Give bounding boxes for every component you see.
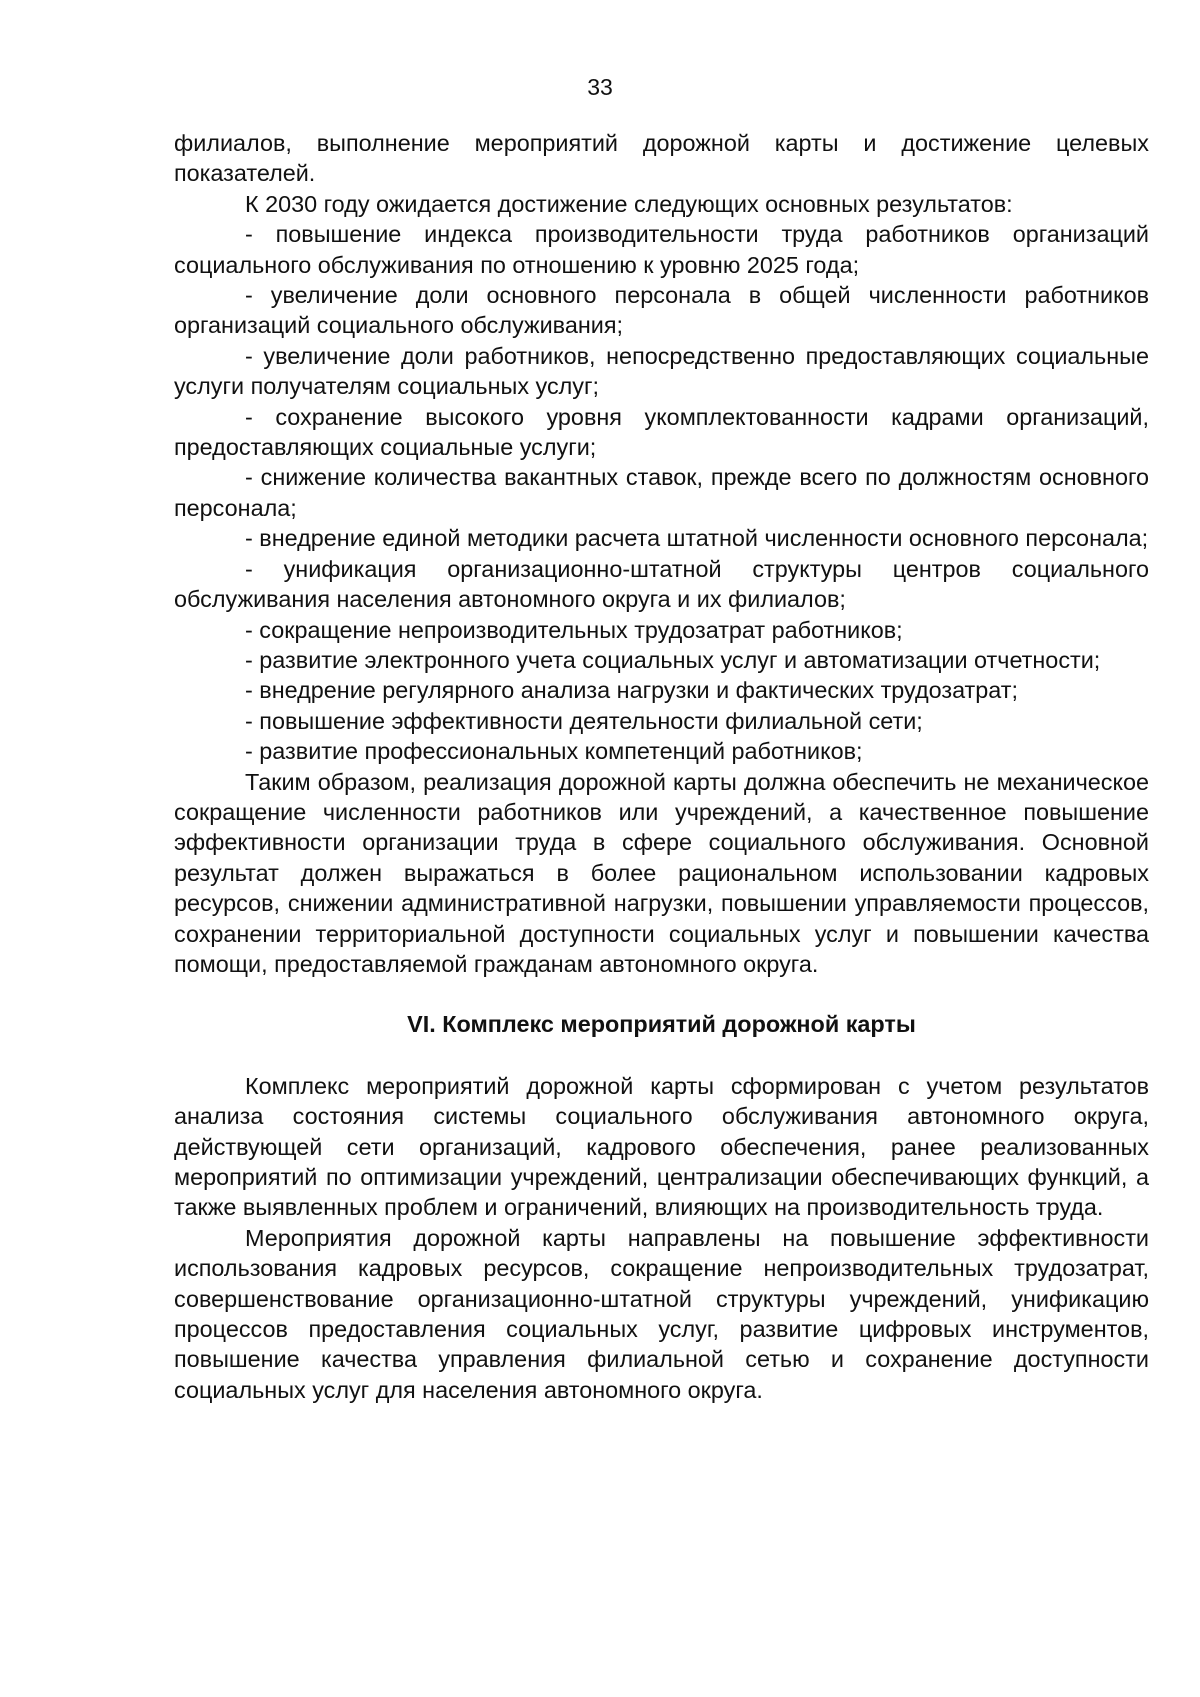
list-item: - повышение эффективности деятельности филиальной сети; (245, 707, 923, 734)
list-item: - внедрение единой методики расчета штатной численности основного персонала; (245, 525, 1149, 552)
page-number: 33 (587, 74, 613, 100)
spacer (174, 1040, 1149, 1071)
list-item: - развитие профессиональных компетенций работников; (245, 738, 863, 765)
list-item: - внедрение регулярного анализа нагрузки и фактических трудозатрат; (245, 677, 1018, 704)
paragraph-continuation: филиалов, выполнение мероприятий дорожной карты и достижение целевых показателей. (174, 130, 1149, 187)
list-item: - увеличение доли работников, непосредственно предоставляющих социальные услуги получателям социальных услуг; (174, 342, 1149, 400)
paragraph: Комплекс мероприятий дорожной карты сформирован с учетом результатов анализа состояния системы социального обслуживания автономного округа, действующей сети организаций, кадрового обеспечения, ранее реализованных мероприятий по оптимизации учреждений, централизации обеспечивающих функций, а также выявленных проблем и ограничений, влияющих на производительность труда. (174, 1072, 1149, 1221)
list-item: - развитие электронного учета социальных услуг и автоматизации отчетности; (245, 646, 1101, 673)
section-heading: VI. Комплекс мероприятий дорожной карты (407, 1011, 916, 1038)
spacer (174, 979, 1149, 1009)
paragraph-conclusion: Таким образом, реализация дорожной карты должна обеспечить не механическое сокращение численности работников или учреждений, а качественное повышение эффективности организации труда в сфере социального обслуживания. Основной результат должен выражаться в более рациональном использовании кадровых ресурсов, снижении административной нагрузки, повышении управляемости процессов, сохранении территориальной доступности социальных услуг и повышении качества помощи, предоставляемой гражданам автономного округа. (174, 768, 1149, 977)
paragraph-results-intro: К 2030 году ожидается достижение следующих основных результатов: (245, 190, 1013, 217)
list-item: - увеличение доли основного персонала в общей численности работников организаций социального обслуживания; (174, 282, 1149, 339)
list-item: - повышение индекса производительности труда работников организаций социального обслуживания по отношению к уровню 2025 года; (174, 221, 1149, 278)
list-item: - снижение количества вакантных ставок, прежде всего по должностям основного персонала; (174, 464, 1149, 521)
list-item: - унификация организационно-штатной структуры центров социального обслуживания населения автономного округа и их филиалов; (174, 555, 1149, 613)
list-item: - сокращение непроизводительных трудозатрат работников; (245, 616, 903, 643)
page-body (174, 128, 1149, 1405)
list-item: - сохранение высокого уровня укомплектованности кадрами организаций, предоставляющих социальные услуги; (174, 403, 1149, 461)
paragraph: Мероприятия дорожной карты направлены на повышение эффективности использования кадровых ресурсов, сокращение непроизводительных трудозатрат, совершенствование организационно-штатной структуры учреждений, унификацию процессов предоставления социальных услуг, развитие цифровых инструментов, повышение качества управления филиальной сетью и сохранение доступности социальных услуг для населения автономного округа. (174, 1224, 1149, 1403)
